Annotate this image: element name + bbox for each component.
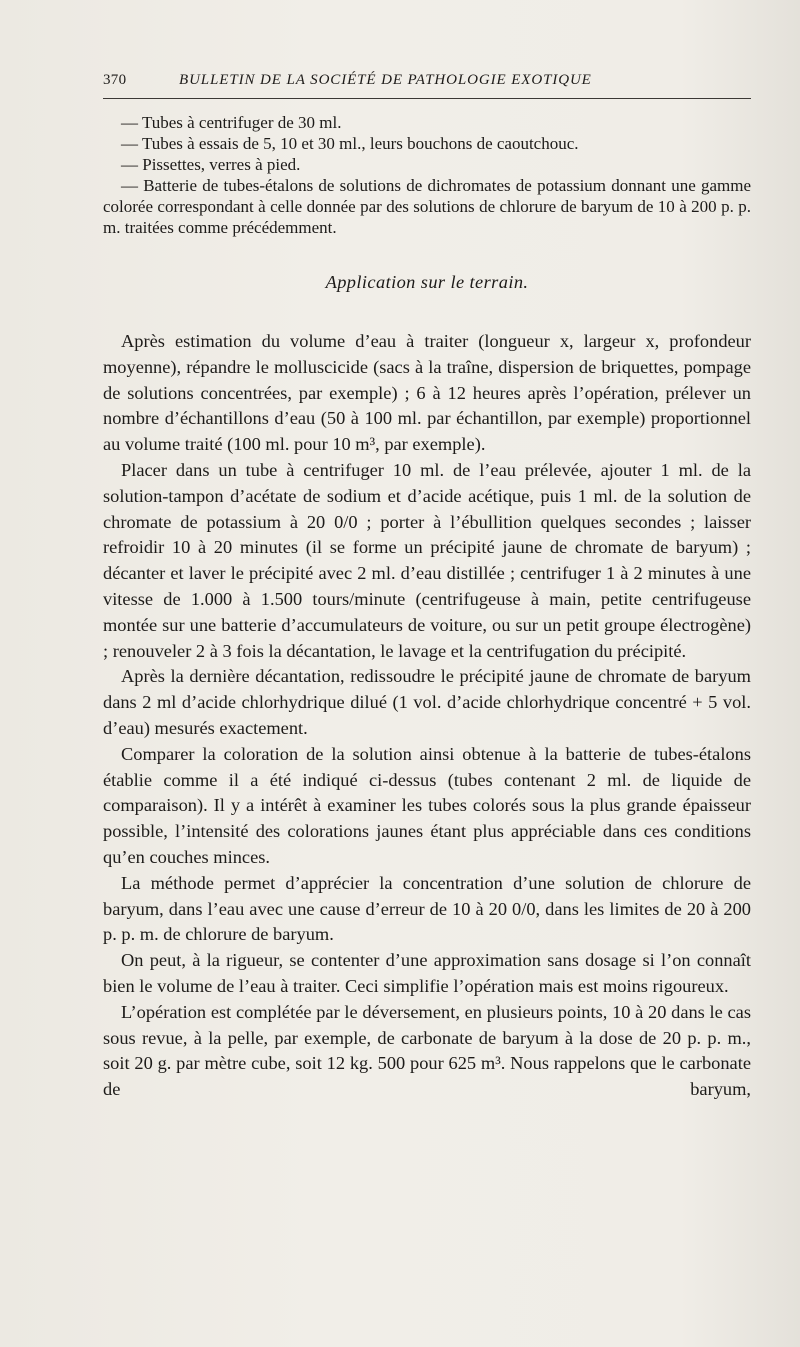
header-rule [103,98,751,99]
list-item: — Batterie de tubes-étalons de solutions de dichromates de potassium donnant une gamme colorée correspondant à celle donnée par des solutions de chlorure de baryum de 10 à 200 p. p. m. traitées comme précédemment. [103,176,751,237]
paragraph: Placer dans un tube à centrifuger 10 ml. de l’eau prélevée, ajouter 1 ml. de la solution-tampon d’acétate de sodium et d’acide acétique, puis 1 ml. de la solution de chromate de potassium à 20 0/0 ; porter à l’ébullition quelques secondes ; laisser refroidir 10 à 20 minutes (il se forme un précipité jaune de chromate de baryum) ; décanter et laver le précipité avec 2 ml. d’eau distillée ; centrifuger 1 à 2 minutes à une vitesse de 1.000 à 1.500 tours/minute (centrifugeuse à main, petite centrifugeuse montée sur une batterie d’accumulateurs de voiture, ou sur un petit groupe électrogène) ; renouveler 2 à 3 fois la décantation, le lavage et la centrifugation du précipité. [103,459,751,661]
paragraph: Comparer la coloration de la solution ainsi obtenue à la batterie de tubes-étalons établie comme il a été indiqué ci-dessus (tubes contenant 2 ml. de liquide de comparaison). Il y a intérêt à examiner les tubes colorés sous la plus grande épaisseur possible, l’intensité des colorations jaunes étant plus appréciable dans ces conditions qu’en couches minces. [103,743,751,867]
paragraph: La méthode permet d’apprécier la concentration d’une solution de chlorure de baryum, dans l’eau avec une cause d’erreur de 10 à 20 0/0, dans les limites de 20 à 200 p. p. m. de chlorure de baryum. [103,872,751,945]
paragraph: L’opération est complétée par le déversement, en plusieurs points, 10 à 20 dans le cas sous revue, à la pelle, par exemple, de carbonate de baryum à la dose de 20 p. p. m., soit 20 g. par mètre cube, soit 12 kg. 500 pour 625 m³. Nous rappelons que le carbonate de baryum, [103,1001,751,1100]
running-title: BULLETIN DE LA SOCIÉTÉ DE PATHOLOGIE EXOTIQUE [179,72,592,88]
list-item: — Pissettes, verres à pied. [121,155,301,174]
page-number: 370 [103,72,127,88]
list-item: — Tubes à essais de 5, 10 et 30 ml., leurs bouchons de caoutchouc. [121,134,579,153]
materials-list [103,112,751,238]
paragraph: Après la dernière décantation, redissoudre le précipité jaune de chromate de baryum dans 2 ml d’acide chlorhydrique dilué (1 vol. d’acide chlorhydrique concentré + 5 vol. d’eau) mesurés exactement. [103,666,751,738]
paragraph: Après estimation du volume d’eau à traiter (longueur x, largeur x, profondeur moyenne), répandre le molluscicide (sacs à la traîne, dispersion de briquettes, pompage de solutions concentrées, par exemple) ; 6 à 12 heures après l’opération, prélever un nombre d’échantillons d’eau (50 à 100 ml. par échantillon, par exemple) proportionnel au volume traité (100 ml. pour 10 m³, par exemple). [103,331,751,455]
paragraph: On peut, à la rigueur, se contenter d’une approximation sans dosage si l’on connaît bien le volume de l’eau à traiter. Ceci simplifie l’opération mais est moins rigoureux. [103,950,751,996]
section-title: Application sur le terrain. [325,272,529,292]
list-item: — Tubes à centrifuger de 30 ml. [121,113,342,132]
body-text [103,112,751,1103]
